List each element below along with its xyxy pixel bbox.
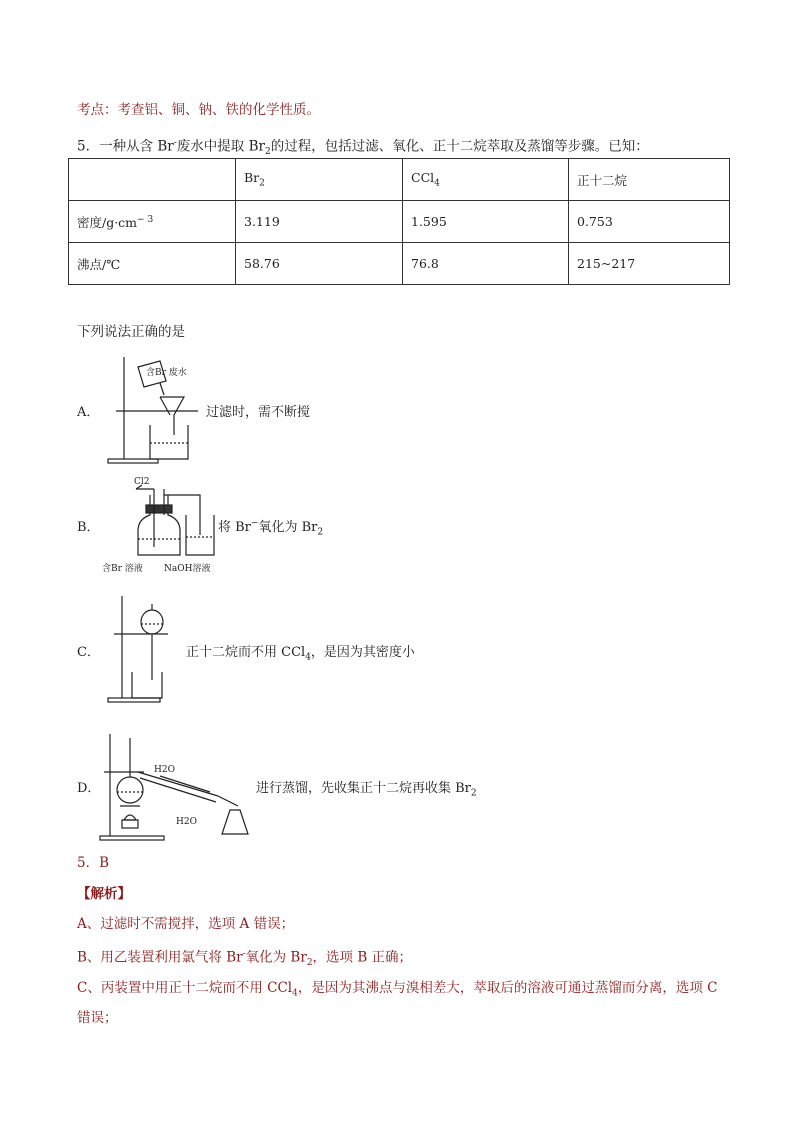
text-part: 正十二烷而不用 CCl <box>186 645 306 660</box>
text-part: 进行蒸馏，先收集正十二烷再收集 Br <box>256 781 471 796</box>
option-c-letter: C． <box>77 645 100 660</box>
answer-line: 5．B <box>77 855 110 871</box>
text-sub: 4 <box>292 988 298 999</box>
text-sub: 2 <box>317 527 324 538</box>
oxidation-apparatus-icon <box>102 475 220 575</box>
table-cell: 密度$/g\cdot cm^{- 3}$ <box>69 201 236 243</box>
label-text: 含Br 废水 <box>146 368 187 378</box>
table-cell: 76.8 <box>403 243 569 285</box>
option-b-text <box>218 516 323 538</box>
text-sup: − <box>250 518 259 529</box>
analysis-c <box>77 978 717 1004</box>
text-sub: 2 <box>470 788 477 799</box>
table-cell: 3.119 <box>236 201 403 243</box>
stem-part: 一种从含 Br <box>99 138 174 155</box>
table-cell: 1.595 <box>403 201 569 243</box>
table-cell: 沸点/℃ <box>69 243 236 285</box>
text-part: ，选项 B 正确； <box>312 949 413 966</box>
table-cell: CCl$_4$ <box>403 159 569 201</box>
option-d-letter: D． <box>77 781 101 796</box>
text-part: ，是因为其沸点与溴相差大，萃取后的溶液可通过蒸馏而分离，选项 C <box>297 980 718 996</box>
text-part: C、丙装置中用正十二烷而不用 CCl <box>77 980 293 996</box>
text-part: B、用乙装置利用氯气将 Br <box>77 949 243 966</box>
text-sub: 2 <box>306 958 313 969</box>
table-cell: 58.76 <box>236 243 403 285</box>
option-b-letter: B． <box>77 520 100 535</box>
label-text: H2O <box>154 765 175 775</box>
label-text: NaOH溶液 <box>164 564 211 574</box>
stem-sub: 2 <box>264 147 271 158</box>
analysis-b <box>77 944 412 973</box>
table-cell: 0.753 <box>569 201 730 243</box>
table-header-row <box>69 159 730 201</box>
option-d-text <box>256 777 477 799</box>
table-cell <box>69 159 236 201</box>
prompt-line: 下列说法正确的是 <box>77 324 185 340</box>
text-sup: - <box>242 949 246 959</box>
text-part: 氧化为 Br <box>258 520 318 535</box>
question-number: 5． <box>77 138 100 155</box>
stem-part: 的过程，包括过滤、氧化、正十二烷萃取及蒸馏等步骤。已知： <box>270 138 649 155</box>
kaodian-line: 考点：考查铝、铜、钠、铁的化学性质。 <box>77 102 320 118</box>
properties-table <box>68 158 730 285</box>
stem-part: 废水中提取 Br <box>176 138 265 155</box>
table-row <box>69 201 730 243</box>
label-text: Cl2 <box>134 477 150 487</box>
text-part: ，是因为其密度小 <box>310 645 415 660</box>
text-part: 氧化为 Br <box>245 949 307 966</box>
label-text: 含Br 溶液 <box>102 564 143 574</box>
option-a-letter: A． <box>77 405 100 420</box>
analysis-title: 【解析】 <box>77 886 131 902</box>
table-row <box>69 243 730 285</box>
table-cell: 215~217 <box>569 243 730 285</box>
analysis-a: A、过滤时不需搅拌，选项 A 错误； <box>77 916 295 932</box>
text-sub: 4 <box>305 652 311 663</box>
extraction-apparatus-icon <box>108 594 180 706</box>
table-cell: 正十二烷 <box>569 159 730 201</box>
option-a-text: 过滤时，需不断搅 <box>206 405 311 420</box>
option-c-text <box>186 641 415 663</box>
text-part: 将 Br <box>218 520 251 535</box>
table-cell: $Br_2$ <box>236 159 403 201</box>
filtration-apparatus-icon <box>102 355 212 467</box>
distillation-apparatus-icon <box>100 732 252 844</box>
label-text: H2O <box>176 817 197 827</box>
stem-sup: - <box>173 138 177 148</box>
analysis-c-continued: 错误； <box>77 1010 118 1026</box>
